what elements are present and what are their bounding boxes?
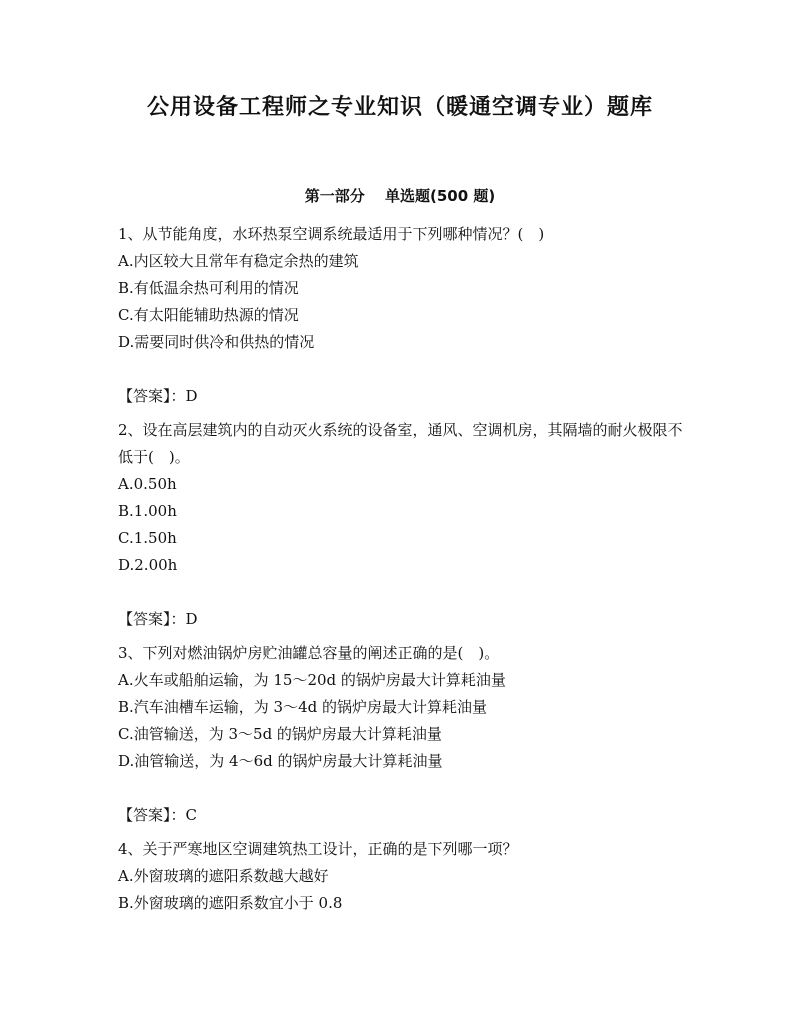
option-b: B.外窗玻璃的遮阳系数宜小于 0.8 <box>118 894 343 912</box>
question-3 <box>118 640 688 829</box>
question-stem: 1、从节能角度，水环热泵空调系统最适用于下列哪种情况？( ) <box>118 225 545 243</box>
option-d: D.需要同时供冷和供热的情况 <box>118 333 315 351</box>
option-c: C.有太阳能辅助热源的情况 <box>118 306 299 324</box>
question-1 <box>118 221 688 410</box>
option-c: C.1.50h <box>118 529 177 547</box>
document-title: 公用设备工程师之专业知识（暖通空调专业）题库 <box>146 95 653 120</box>
section-title: 第一部分 单选题(500 题) <box>304 187 496 205</box>
question-list <box>118 221 688 917</box>
option-a: A.外窗玻璃的遮阳系数越大越好 <box>118 867 329 885</box>
question-stem: 4、关于严寒地区空调建筑热工设计，正确的是下列哪一项？ <box>118 840 518 858</box>
answer-label: 【答案】：D <box>118 387 198 405</box>
question-2 <box>118 417 688 633</box>
option-c: C.油管输送，为 3～5d 的锅炉房最大计算耗油量 <box>118 725 442 743</box>
option-d: D.油管输送，为 4～6d 的锅炉房最大计算耗油量 <box>118 752 443 770</box>
option-b: B.有低温余热可利用的情况 <box>118 279 299 297</box>
question-4 <box>118 836 688 917</box>
option-b: B.1.00h <box>118 502 177 520</box>
option-a: A.0.50h <box>118 475 177 493</box>
option-a: A.火车或船舶运输，为 15～20d 的锅炉房最大计算耗油量 <box>118 671 506 689</box>
question-stem: 3、下列对燃油锅炉房贮油罐总容量的阐述正确的是( )。 <box>118 644 500 662</box>
option-a: A.内区较大且常年有稳定余热的建筑 <box>118 252 359 270</box>
question-stem: 2、设在高层建筑内的自动灭火系统的设备室，通风、空调机房，其隔墙的耐火极限不低于( )。 <box>118 421 683 466</box>
option-d: D.2.00h <box>118 556 178 574</box>
option-b: B.汽车油槽车运输，为 3～4d 的锅炉房最大计算耗油量 <box>118 698 488 716</box>
answer-label: 【答案】：C <box>118 806 197 824</box>
answer-label: 【答案】：D <box>118 610 198 628</box>
